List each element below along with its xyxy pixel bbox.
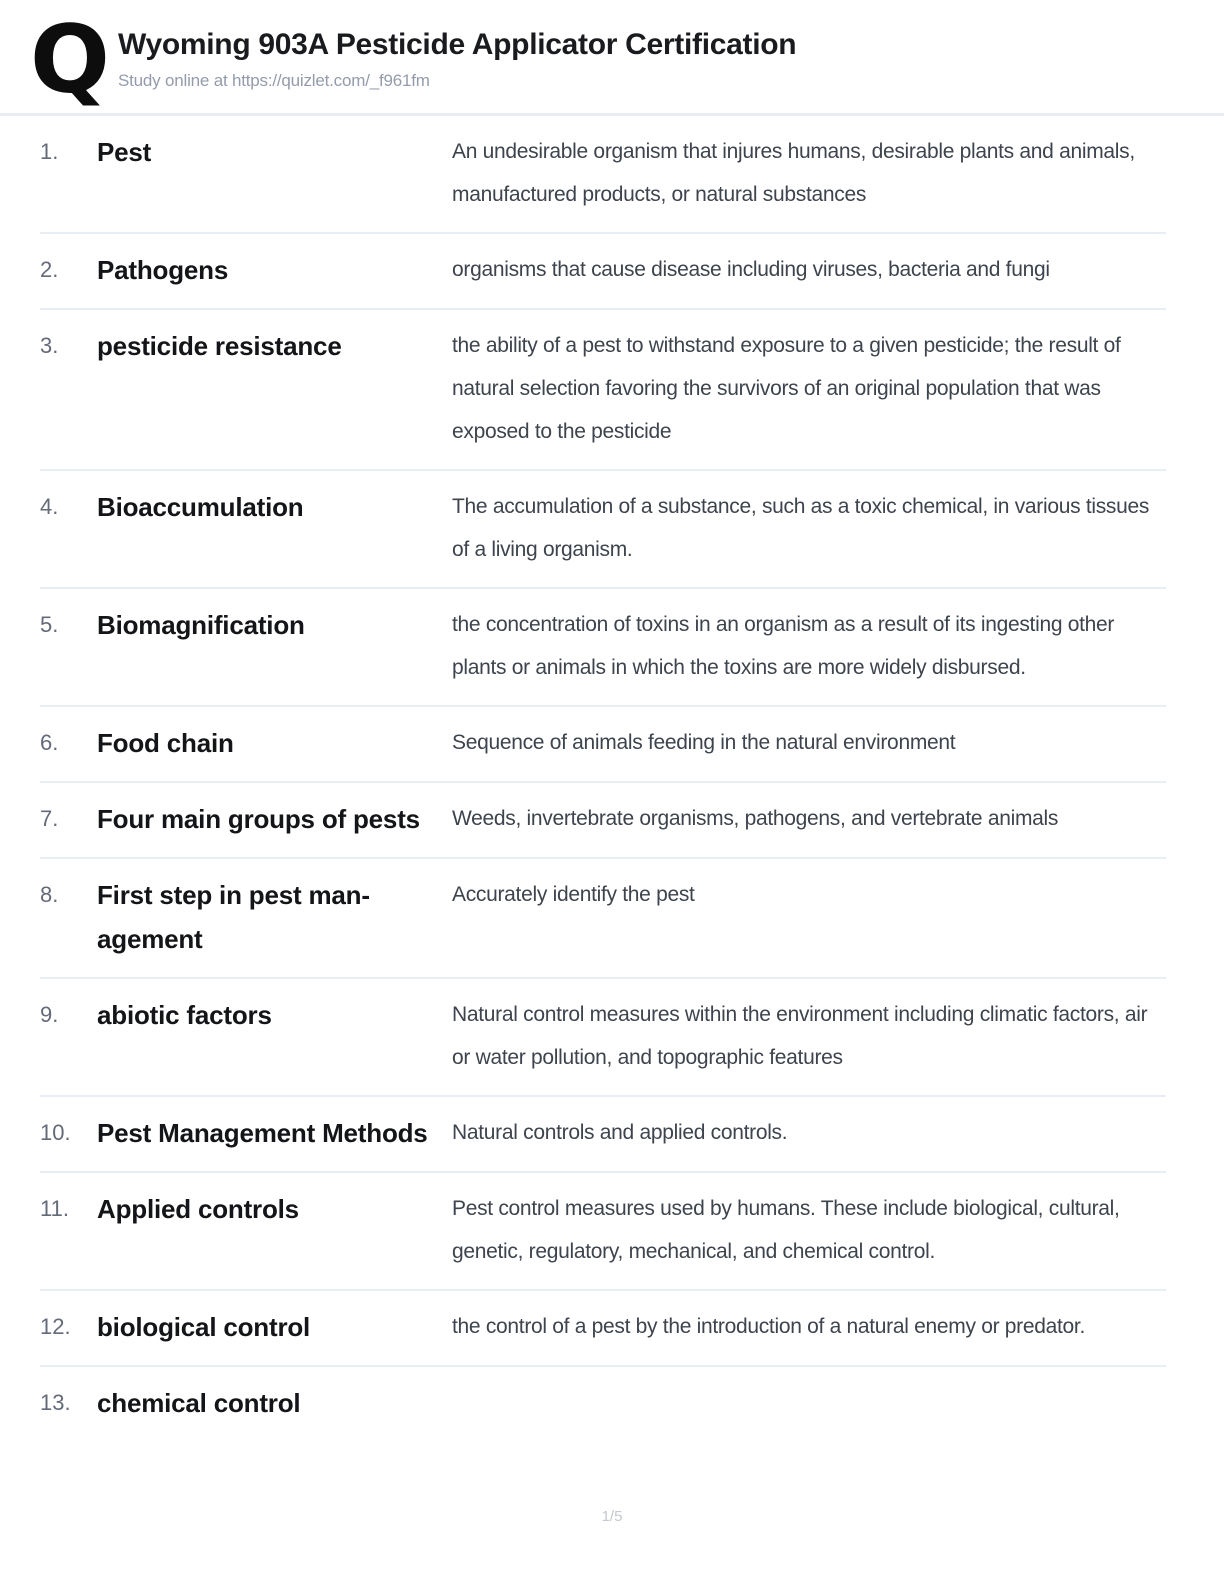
term-number: 11. [40,1196,69,1221]
page-header [0,0,1224,115]
term-definition: Natural control measures within the environment including climatic factors, air or water pollution, and topographic features [452,1003,1148,1069]
term-label: Food chain [97,728,234,758]
term-row [40,234,1166,310]
term-label: First step in pest management [97,880,370,954]
term-definition: Natural controls and applied controls. [452,1121,788,1144]
term-row [40,1367,1166,1441]
term-definition: Accurately identify the pest [452,883,695,906]
quizlet-logo-icon: Q [30,6,106,115]
term-label: Four main groups of pests [97,804,420,834]
term-number: 1. [40,139,59,164]
term-number: 7. [40,806,59,831]
term-row [40,1097,1166,1173]
term-definition: An undesirable organism that injures humans, desirable plants and animals, manufactured products, or natural substances [452,140,1135,206]
term-row [40,116,1166,234]
term-label: Pathogens [97,255,229,285]
term-list [40,116,1166,1441]
term-definition [452,1381,1166,1425]
term-definition: Pest control measures used by humans. These include biological, cultural, genetic, regulatory, mechanical, and chemical control. [452,1197,1120,1263]
term-label: Pest [97,137,152,167]
term-number: 2. [40,257,59,282]
term-definition: the control of a pest by the introduction of a natural enemy or predator. [452,1315,1085,1338]
term-definition: Sequence of animals feeding in the natural environment [452,731,956,754]
term-label: abiotic factors [97,1000,272,1030]
term-label: Bioaccumulation [97,492,304,522]
term-row [40,471,1166,589]
term-number: 6. [40,730,59,755]
term-row [40,979,1166,1097]
term-row [40,859,1166,979]
term-row [40,1173,1166,1291]
term-number: 9. [40,1002,59,1027]
term-number: 12. [40,1314,71,1339]
term-number: 3. [40,333,59,358]
term-definition: organisms that cause disease including viruses, bacteria and fungi [452,258,1050,281]
term-label: biological control [97,1312,311,1342]
term-definition: The accumulation of a substance, such as a toxic chemical, in various tissues of a living organism. [452,495,1150,561]
term-label: Pest Management Methods [97,1118,428,1148]
term-definition: the concentration of toxins in an organism as a result of its ingesting other plants or animals in which the toxins are more widely disbursed. [452,613,1115,679]
header-text [118,22,796,91]
term-number: 4. [40,494,59,519]
page-title: Wyoming 903A Pesticide Applicator Certification [118,28,797,61]
term-row [40,589,1166,707]
term-number: 8. [40,882,59,907]
term-row [40,310,1166,471]
term-row [40,783,1166,859]
term-number: 13. [40,1390,71,1415]
term-definition: Weeds, invertebrate organisms, pathogens, and vertebrate animals [452,807,1059,830]
term-label: chemical control [97,1388,301,1418]
term-label: Biomagnification [97,610,305,640]
term-row [40,707,1166,783]
term-label: Applied controls [97,1194,299,1224]
term-number: 10. [40,1120,71,1145]
study-online-url: Study online at https://quizlet.com/_f961fm [118,71,430,90]
term-row [40,1291,1166,1367]
term-number: 5. [40,612,59,637]
page-number: 1/5 [601,1508,623,1525]
term-definition: the ability of a pest to withstand exposure to a given pesticide; the result of natural selection favoring the survivors of an original population that was exposed to the pesticide [452,334,1121,443]
term-label: pesticide resistance [97,331,342,361]
